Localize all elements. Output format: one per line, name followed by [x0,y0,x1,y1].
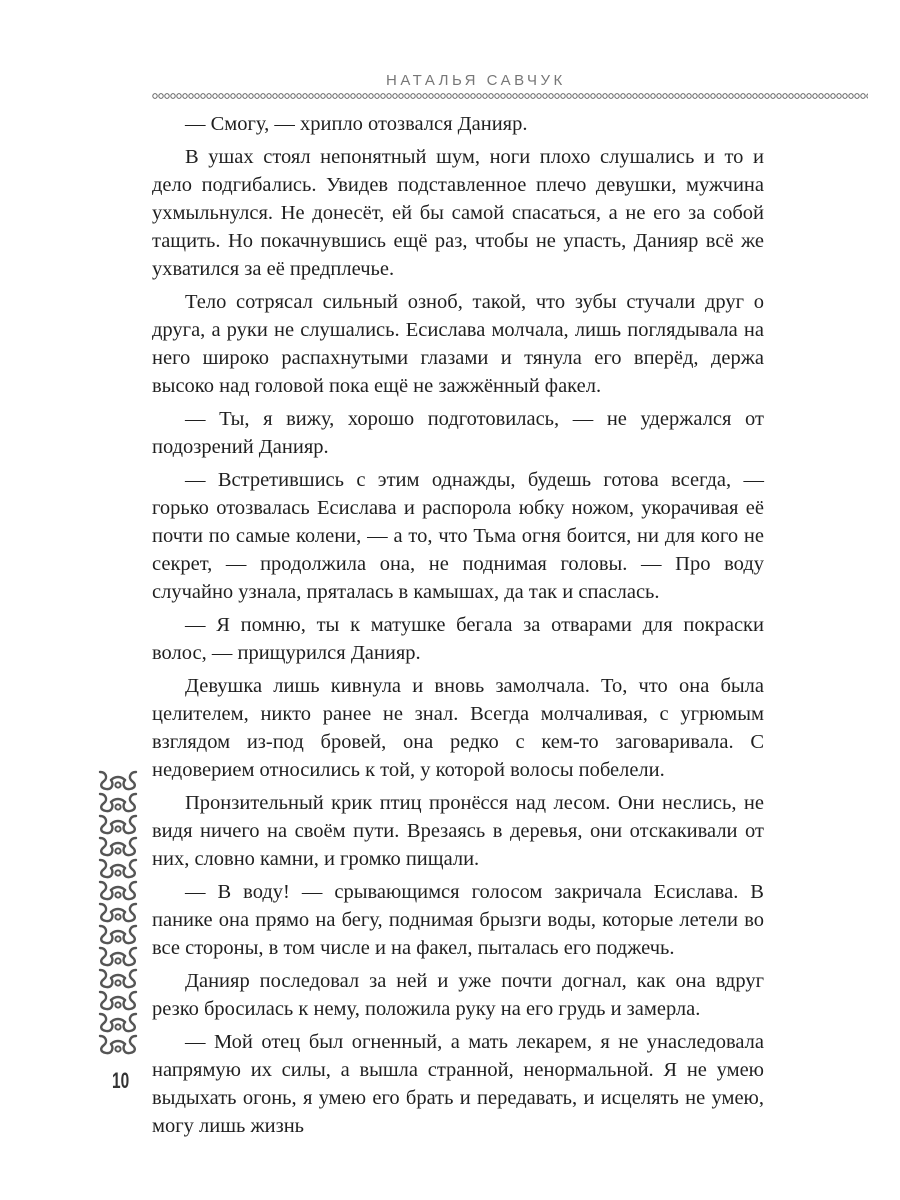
paragraph: — Встретившись с этим однажды, будешь готова всегда, — горько отозвалась Есислава и распорола юбку ножом, укорачивая её почти по самые колени, — а то, что Тьма огня боится, ни для кого не секрет, — продолжила она, не поднимая головы. — Про воду случайно узнала, пряталась в камышах, да так и спаслась. [152,469,764,603]
paragraph: Данияр последовал за ней и уже почти догнал, как она вдруг резко бросилась к нему, положила руку на его грудь и замерла. [152,970,764,1020]
paragraph: — Смогу, — хрипло отозвался Данияр. [185,113,528,135]
paragraph: — В воду! — срывающимся голосом закричала Есислава. В панике она прямо на бегу, поднимая брызги воды, которые летели во все стороны, в том числе и на факел, пыталась его поджечь. [152,881,764,959]
paragraph: Девушка лишь кивнула и вновь замолчала. То, что она была целителем, никто ранее не знал. Всегда молчаливая, с угрюмым взглядом из-под бровей, она редко с кем-то заговаривала. С недоверием относились к той, у которой волосы побелели. [152,675,764,781]
paragraph: Тело сотрясал сильный озноб, такой, что зубы стучали друг о друга, а руки не слушались. Есислава молчала, лишь поглядывала на него широко распахнутыми глазами и тянула его вперёд, держа высоко над головой пока ещё не зажжённый факел. [152,291,764,397]
paragraph: — Я помню, ты к матушке бегала за отварами для покраски волос, — прищурился Данияр. [152,614,764,664]
running-head-author: НАТАЛЬЯ САВЧУК [386,72,566,89]
side-ornament-icon [96,770,140,1062]
paragraph: — Ты, я вижу, хорошо подготовилась, — не удержался от подозрений Данияр. [152,408,764,458]
paragraph: — Мой отец был огненный, а мать лекарем, я не унаследовала напрямую их силы, а вышла странной, ненормальной. Я не умею выдыхать огонь, я умею его брать и передавать, и исцелять не умею, могу лишь жизнь [152,1031,764,1137]
paragraph: Пронзительный крик птиц пронёсся над лесом. Они неслись, не видя ничего на своём пути. Врезаясь в деревья, они отскакивали от них, словно камни, и громко пищали. [152,792,764,870]
page-number: 10 [112,1068,130,1093]
running-header [0,72,900,102]
decorative-header-rule [152,92,868,100]
page-body-text [152,110,764,1145]
paragraph: В ушах стоял непонятный шум, ноги плохо слушались и то и дело подгибались. Увидев подставленное плечо девушки, мужчина ухмыльнулся. Не донесёт, ей бы самой спасаться, а не его за собой тащить. Но покачнувшись ещё раз, чтобы не упасть, Данияр всё же ухватился за её предплечье. [152,146,764,280]
